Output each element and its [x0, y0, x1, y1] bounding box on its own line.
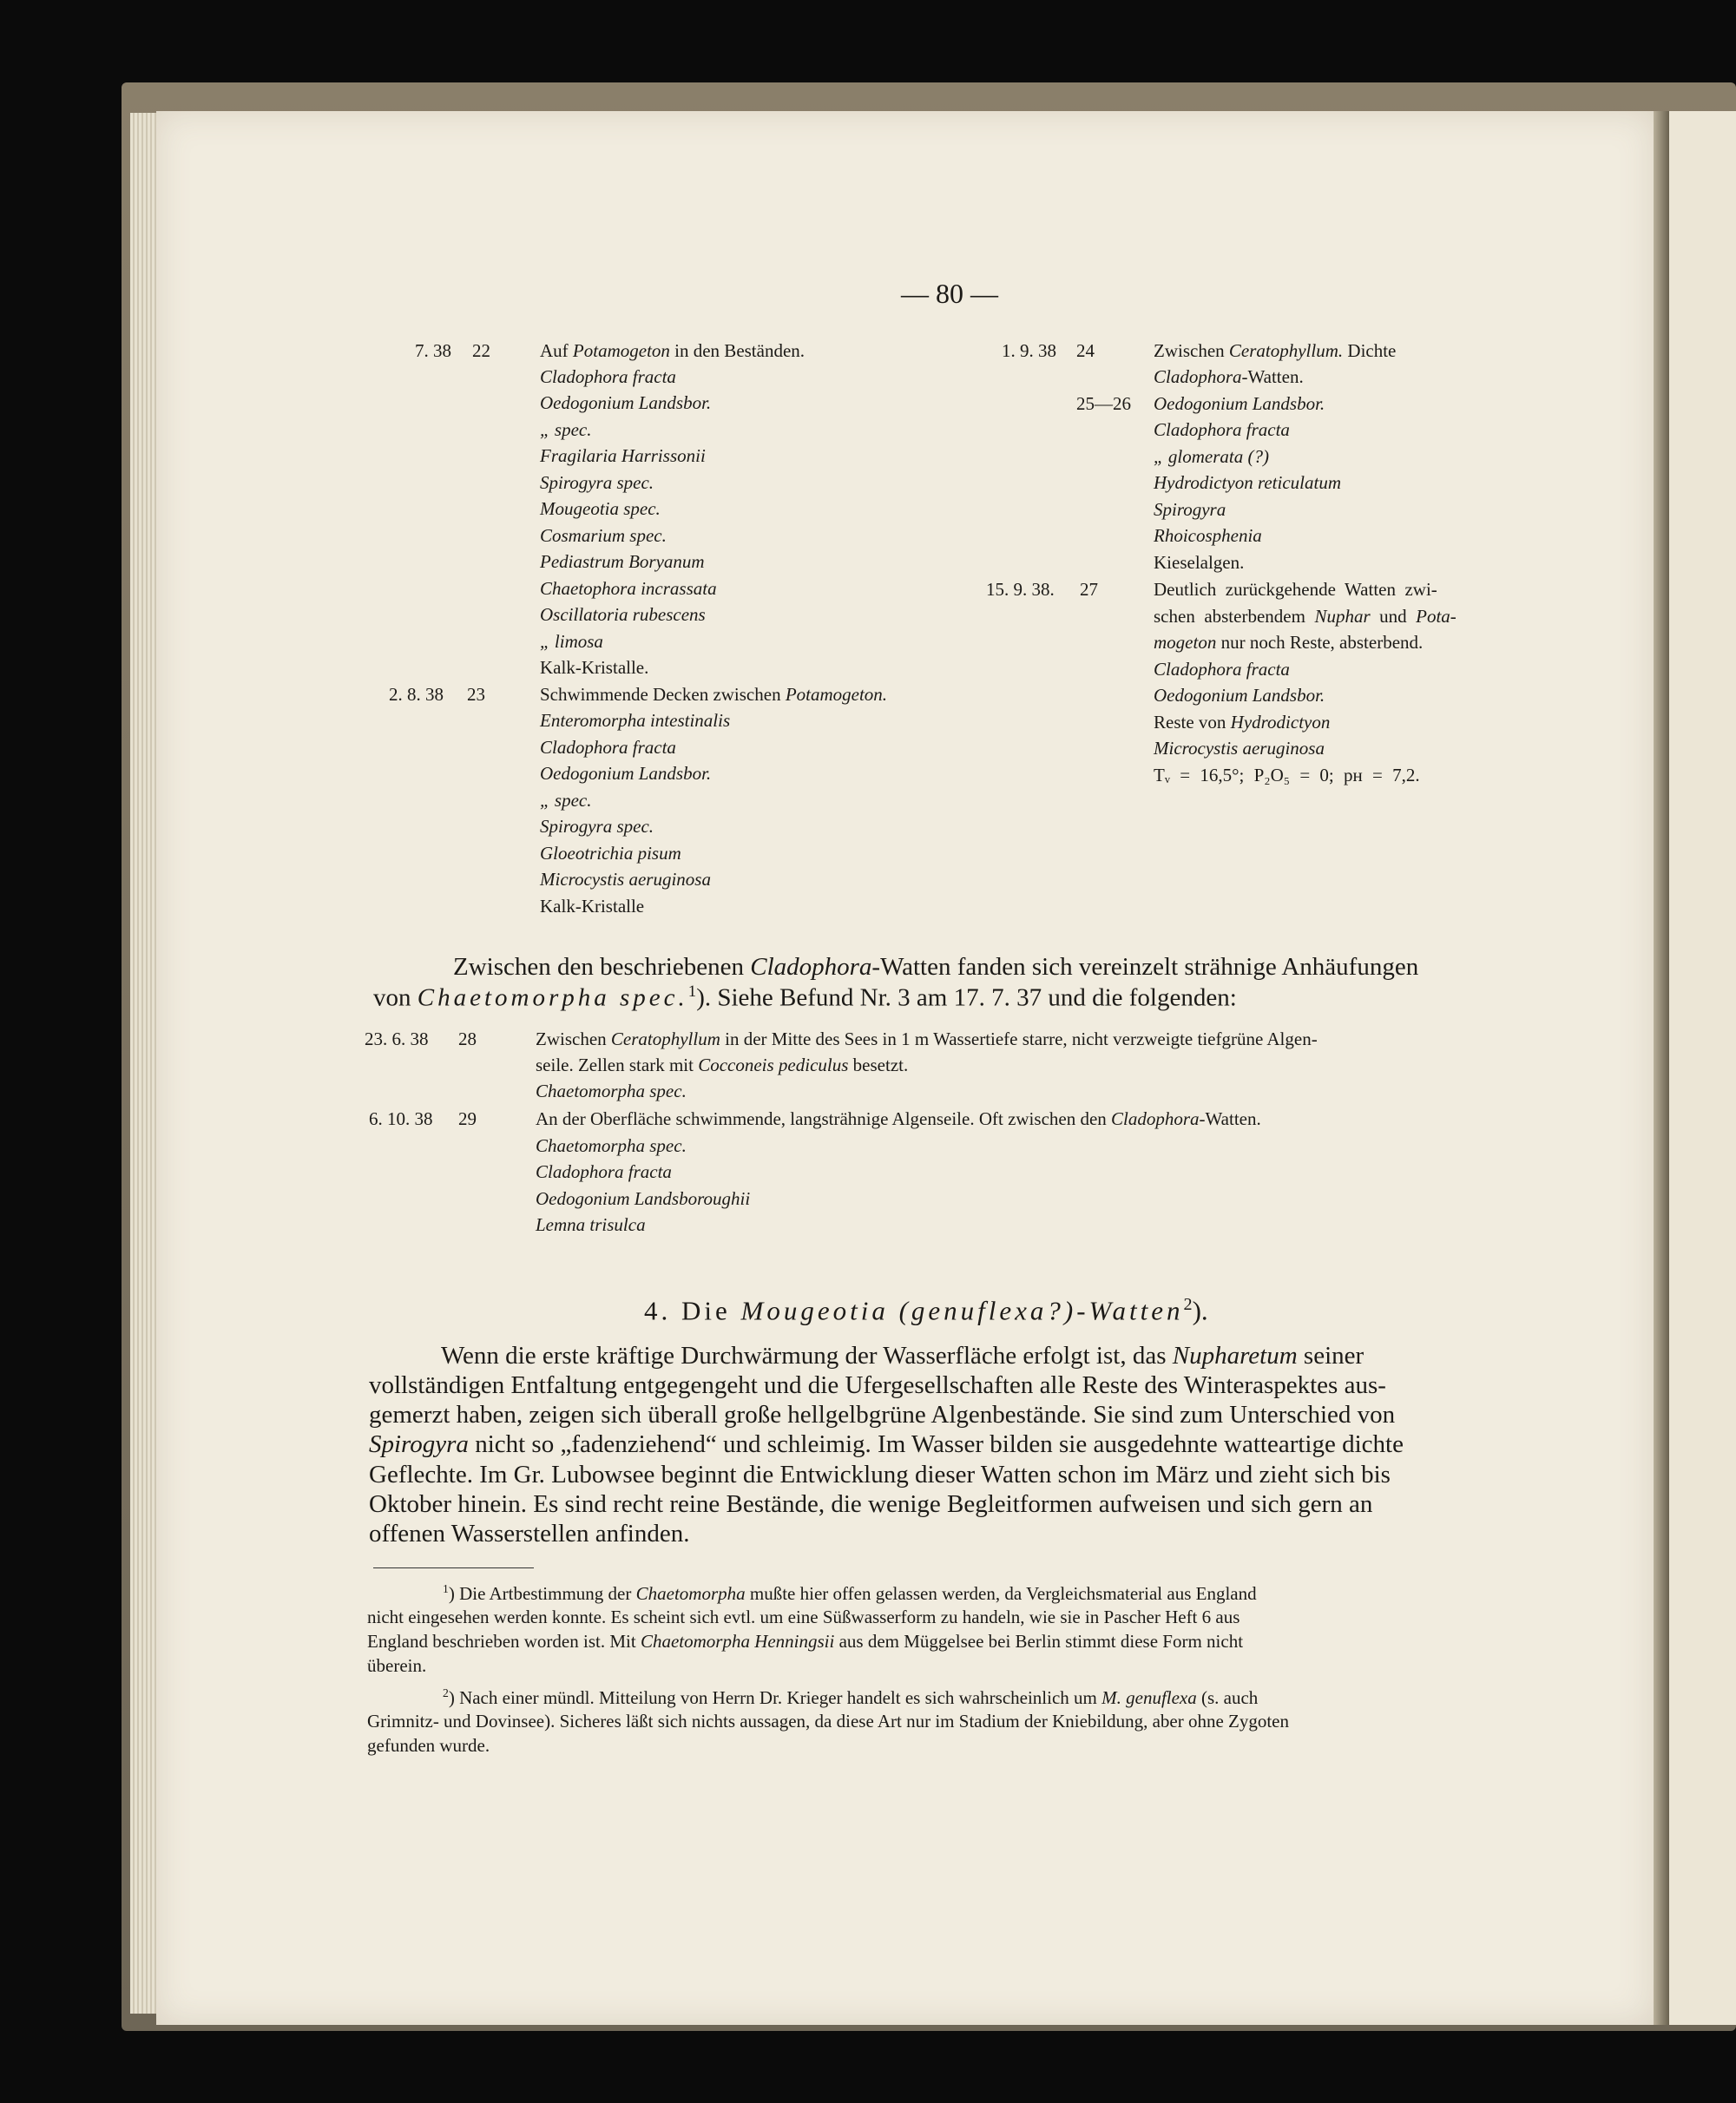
entry-note: Kieselalgen.	[1154, 552, 1245, 573]
footnote-ref: 2	[1183, 1295, 1193, 1314]
entry-text: mogeton nur noch Reste, absterbend.	[1154, 632, 1424, 653]
entry-number: 28	[458, 1028, 477, 1049]
footnote-line: Grimnitz- und Dovinsee). Sicheres läßt sich nichts aussagen, da diese Art nur im Stadium der Kniebildung, aber ohne Zygoten	[367, 1711, 1290, 1732]
entry-text: Zwischen Ceratophyllum in der Mitte des Sees in 1 m Wassertiefe starre, nicht verzweigte tiefgrüne Algen-	[536, 1028, 1318, 1049]
species-item: Fragilaria Harrissonii	[540, 445, 706, 466]
entry-date: 7. 38	[415, 340, 451, 361]
entry-date: 15. 9. 38.	[986, 579, 1055, 600]
entry-header: Cladophora-Watten.	[1154, 366, 1304, 387]
species-item: Oedogonium Landsboroughii	[536, 1188, 751, 1209]
paragraph-line: vollständigen Entfaltung entgegengeht und die Ufergesellschaften alle Reste des Winteraspektes aus-	[369, 1371, 1386, 1399]
species-item: „ glomerata (?)	[1154, 446, 1269, 467]
entry-text: schen absterbendem Nuphar und Pota-	[1154, 606, 1457, 627]
species-item: Pediastrum Boryanum	[540, 551, 705, 572]
paragraph-line: offenen Wasserstellen anfinden.	[369, 1520, 690, 1548]
entry-number: 23	[467, 684, 485, 705]
entry-header: Schwimmende Decken zwischen Potamogeton.	[540, 684, 888, 705]
species-item: Chaetomorpha spec.	[536, 1135, 687, 1156]
species-item: Lemna trisulca	[536, 1214, 646, 1235]
paragraph-line: Geflechte. Im Gr. Lubowsee beginnt die Entwicklung dieser Watten schon im März und zieht sich bis	[369, 1461, 1391, 1489]
species-item: Oedogonium Landsbor.	[1154, 393, 1325, 414]
footnote-line: nicht eingesehen werden konnte. Es scheint sich evtl. um eine Süßwasserform zu handeln, wie sie in Pascher Heft 6 aus	[367, 1607, 1240, 1627]
footnote-line: überein.	[367, 1655, 427, 1676]
entry-number: 25—26	[1076, 393, 1131, 414]
page-number: — 80 —	[901, 278, 998, 309]
entry-text: Deutlich zurückgehende Watten zwi-	[1154, 579, 1437, 600]
species-item: Oedogonium Landsbor.	[540, 392, 712, 413]
species-item: Cladophora fracta	[1154, 419, 1290, 440]
entry-text: seile. Zellen stark mit Cocconeis pediculus besetzt.	[536, 1055, 909, 1075]
species-item: Oscillatoria rubescens	[540, 604, 706, 625]
paragraph-line: von Chaetomorpha spec.$^1$). Siehe Befund Nr. 3 am 17. 7. 37 und die folgenden:	[373, 982, 1237, 1012]
species-item: Oedogonium Landsbor.	[540, 763, 712, 784]
species-item: „ spec.	[540, 419, 592, 440]
footnote-divider	[373, 1567, 534, 1568]
species-item: Microcystis aeruginosa	[1154, 738, 1325, 759]
section-heading: 4. Die Mougeotia (genuflexa?)-Watten$^2$).	[644, 1295, 1208, 1326]
species-item: Cladophora fracta	[540, 366, 676, 387]
book-gutter	[1654, 111, 1669, 2025]
species-item: Oedogonium Landsbor.	[1154, 685, 1325, 706]
entry-note: Kalk-Kristalle	[540, 896, 645, 917]
entry-note: Kalk-Kristalle.	[540, 657, 649, 678]
species-item: Enteromorpha intestinalis	[540, 710, 731, 731]
measurement-line: Tᵥ = 16,5°; P₂O₅ = 0; pʜ = 7,2.	[1154, 765, 1420, 785]
species-item: Spirogyra spec.	[540, 816, 654, 837]
paragraph-line: Zwischen den beschriebenen Cladophora-Watten fanden sich vereinzelt strähnige Anhäufungen	[453, 953, 1419, 981]
species-item: Cladophora fracta	[1154, 659, 1290, 680]
footnote-line: $^2$) Nach einer mündl. Mitteilung von Herrn Dr. Krieger handelt es sich wahrscheinlich um M. genuflexa (s. auch	[443, 1686, 1259, 1708]
entry-text: Reste von Hydrodictyon	[1154, 712, 1331, 733]
species-item: Cosmarium spec.	[540, 525, 667, 546]
species-item: Spirogyra	[1154, 499, 1226, 520]
paragraph-line: Spirogyra nicht so „fadenziehend“ und schleimig. Im Wasser bilden sie ausgedehnte watteartige dichte	[369, 1430, 1404, 1458]
species-item: „ limosa	[540, 631, 603, 652]
entry-number: 24	[1076, 340, 1095, 361]
species-item: Hydrodictyon reticulatum	[1154, 472, 1341, 493]
entry-header: Auf Potamogeton in den Beständen.	[540, 340, 806, 361]
paragraph-line: Wenn die erste kräftige Durchwärmung der Wasserfläche erfolgt ist, das Nupharetum seiner	[441, 1342, 1364, 1370]
footnote-line: gefunden wurde.	[367, 1735, 490, 1756]
entry-date: 6. 10. 38	[369, 1108, 433, 1129]
entry-number: 29	[458, 1108, 477, 1129]
paragraph-line: Oktober hinein. Es sind recht reine Bestände, die wenige Begleitformen aufweisen und sich gern an	[369, 1490, 1373, 1518]
species-item: „ spec.	[540, 790, 592, 811]
species-item: Mougeotia spec.	[540, 498, 661, 519]
footnote-line: England beschrieben worden ist. Mit Chaetomorpha Henningsii aus dem Müggelsee bei Berlin stimmt diese Form nicht	[367, 1631, 1244, 1652]
species-item: Chaetomorpha spec.	[536, 1081, 687, 1101]
paragraph-line: gemerzt haben, zeigen sich überall große hellgelbgrüne Algenbestände. Sie sind zum Unterschied von	[369, 1401, 1396, 1429]
species-item: Spirogyra spec.	[540, 472, 654, 493]
entry-text: An der Oberfläche schwimmende, langsträhnige Algenseile. Oft zwischen den Cladophora-Watten.	[536, 1108, 1261, 1129]
species-item: Rhoicosphenia	[1154, 525, 1262, 546]
footnote-line: $^1$) Die Artbestimmung der Chaetomorpha mußte hier offen gelassen werden, da Vergleichsmaterial aus England	[443, 1582, 1257, 1604]
species-item: Chaetophora incrassata	[540, 578, 717, 599]
facing-page-edge	[1669, 111, 1736, 2025]
species-item: Cladophora fracta	[540, 737, 676, 758]
entry-date: 1. 9. 38	[1002, 340, 1056, 361]
entry-date: 2. 8. 38	[389, 684, 444, 705]
entry-date: 23. 6. 38	[365, 1028, 429, 1049]
species-item: Microcystis aeruginosa	[540, 869, 711, 890]
species-item: Cladophora fracta	[536, 1161, 672, 1182]
species-item: Gloeotrichia pisum	[540, 843, 681, 864]
entry-header: Zwischen Ceratophyllum. Dichte	[1154, 340, 1397, 361]
entry-number: 27	[1080, 579, 1098, 600]
entry-number: 22	[472, 340, 490, 361]
footnote-ref: 1	[687, 982, 697, 1001]
